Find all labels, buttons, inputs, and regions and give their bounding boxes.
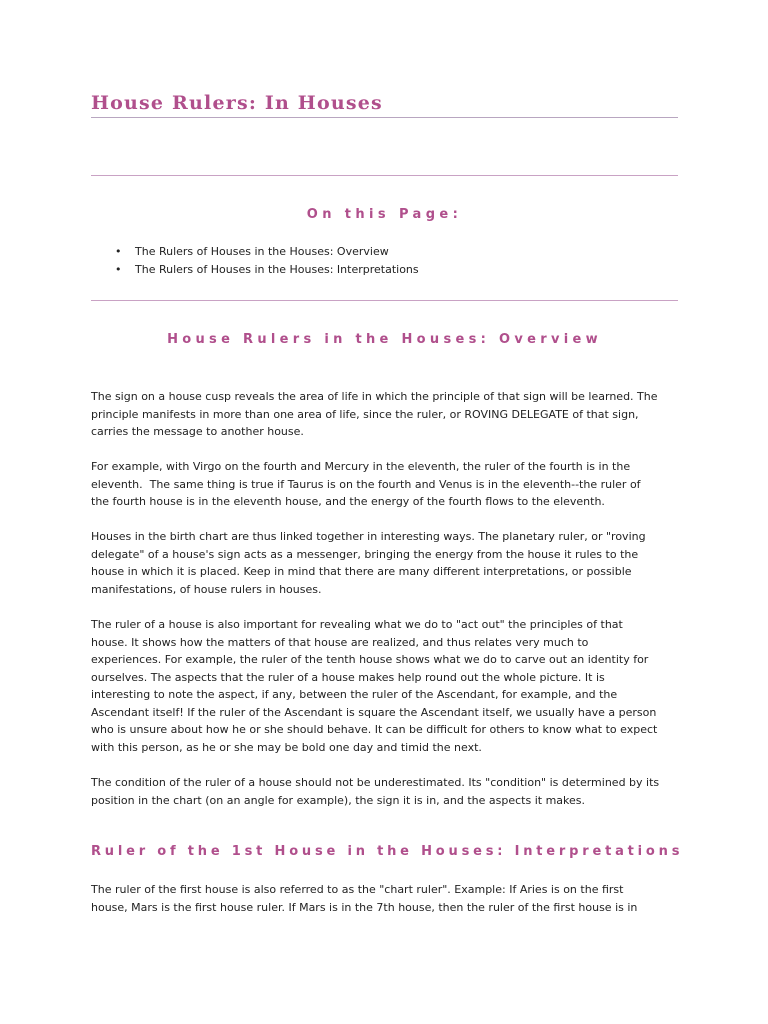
text-line: house in which it is placed. Keep in mind that there are many different interpretations, or possible <box>91 565 632 578</box>
text-line: The ruler of the first house is also referred to as the "chart ruler". Example: If Aries is on the first <box>91 883 624 896</box>
text-line: The ruler of a house is also important for revealing what we do to "act out" the principles of that <box>91 618 623 631</box>
toc-list <box>91 243 419 279</box>
text-line: The condition of the ruler of a house should not be underestimated. Its "condition" is determined by its <box>91 776 660 789</box>
divider-top <box>91 175 678 176</box>
text-line: house, Mars is the first house ruler. If Mars is in the 7th house, then the ruler of the first house is in <box>91 900 638 914</box>
paragraph <box>91 881 671 916</box>
toc-item-overview[interactable] <box>91 243 419 261</box>
text-line: The sign on a house cusp reveals the area of life in which the principle of that sign will be learned. The <box>91 390 658 403</box>
divider-bottom <box>91 300 678 301</box>
section-heading-overview: House Rulers in the Houses: Overview <box>167 332 602 347</box>
text-line: principle manifests in more than one area of life, since the ruler, or ROVING DELEGATE of that sign, <box>91 407 639 421</box>
text-line: Ascendant itself! If the ruler of the Ascendant is square the Ascendant itself, we usually have a person <box>91 705 657 719</box>
section-heading-first-house: Ruler of the 1st House in the Houses: Interpretations <box>91 844 684 859</box>
page-title: House Rulers: In Houses <box>91 92 383 114</box>
text-line: carries the message to another house. <box>91 425 304 438</box>
toc-link-overview[interactable]: The Rulers of Houses in the Houses: Overview <box>135 245 389 258</box>
bullet-icon: • <box>115 263 122 276</box>
text-line: ourselves. The aspects that the ruler of a house makes help round out the whole picture. It is <box>91 670 605 684</box>
text-line: experiences. For example, the ruler of the tenth house shows what we do to carve out an identity for <box>91 653 649 666</box>
text-line: eleventh. The same thing is true if Taurus is on the fourth and Venus is in the eleventh--the ruler of <box>91 477 641 491</box>
paragraph <box>91 458 671 511</box>
paragraph <box>91 528 671 598</box>
paragraph <box>91 774 671 809</box>
text-line: delegate" of a house's sign acts as a messenger, bringing the energy from the house it rules to the <box>91 547 639 561</box>
bullet-icon: • <box>115 245 122 258</box>
text-line: with this person, as he or she may be bold one day and timid the next. <box>91 740 482 754</box>
text-line: house. It shows how the matters of that house are realized, and thus relates very much to <box>91 635 589 649</box>
toc-link-interpretations[interactable]: The Rulers of Houses in the Houses: Interpretations <box>135 263 419 276</box>
text-line: Houses in the birth chart are thus linked together in interesting ways. The planetary ruler, or "roving <box>91 530 646 543</box>
toc-item-interpretations[interactable] <box>91 261 419 279</box>
paragraph <box>91 616 671 756</box>
text-line: interesting to note the aspect, if any, between the ruler of the Ascendant, for example, and the <box>91 688 618 701</box>
text-line: who is unsure about how he or she should behave. It can be difficult for others to know what to expect <box>91 723 658 736</box>
toc-heading: On this Page: <box>306 207 463 222</box>
text-line: manifestations, of house rulers in houses. <box>91 582 322 596</box>
text-line: the fourth house is in the eleventh house, and the energy of the fourth flows to the eleventh. <box>91 495 605 508</box>
text-line: position in the chart (on an angle for example), the sign it is in, and the aspects it makes. <box>91 793 586 807</box>
text-line: For example, with Virgo on the fourth and Mercury in the eleventh, the ruler of the fourth is in the <box>91 460 631 473</box>
title-underline <box>91 117 678 118</box>
paragraph <box>91 388 671 441</box>
